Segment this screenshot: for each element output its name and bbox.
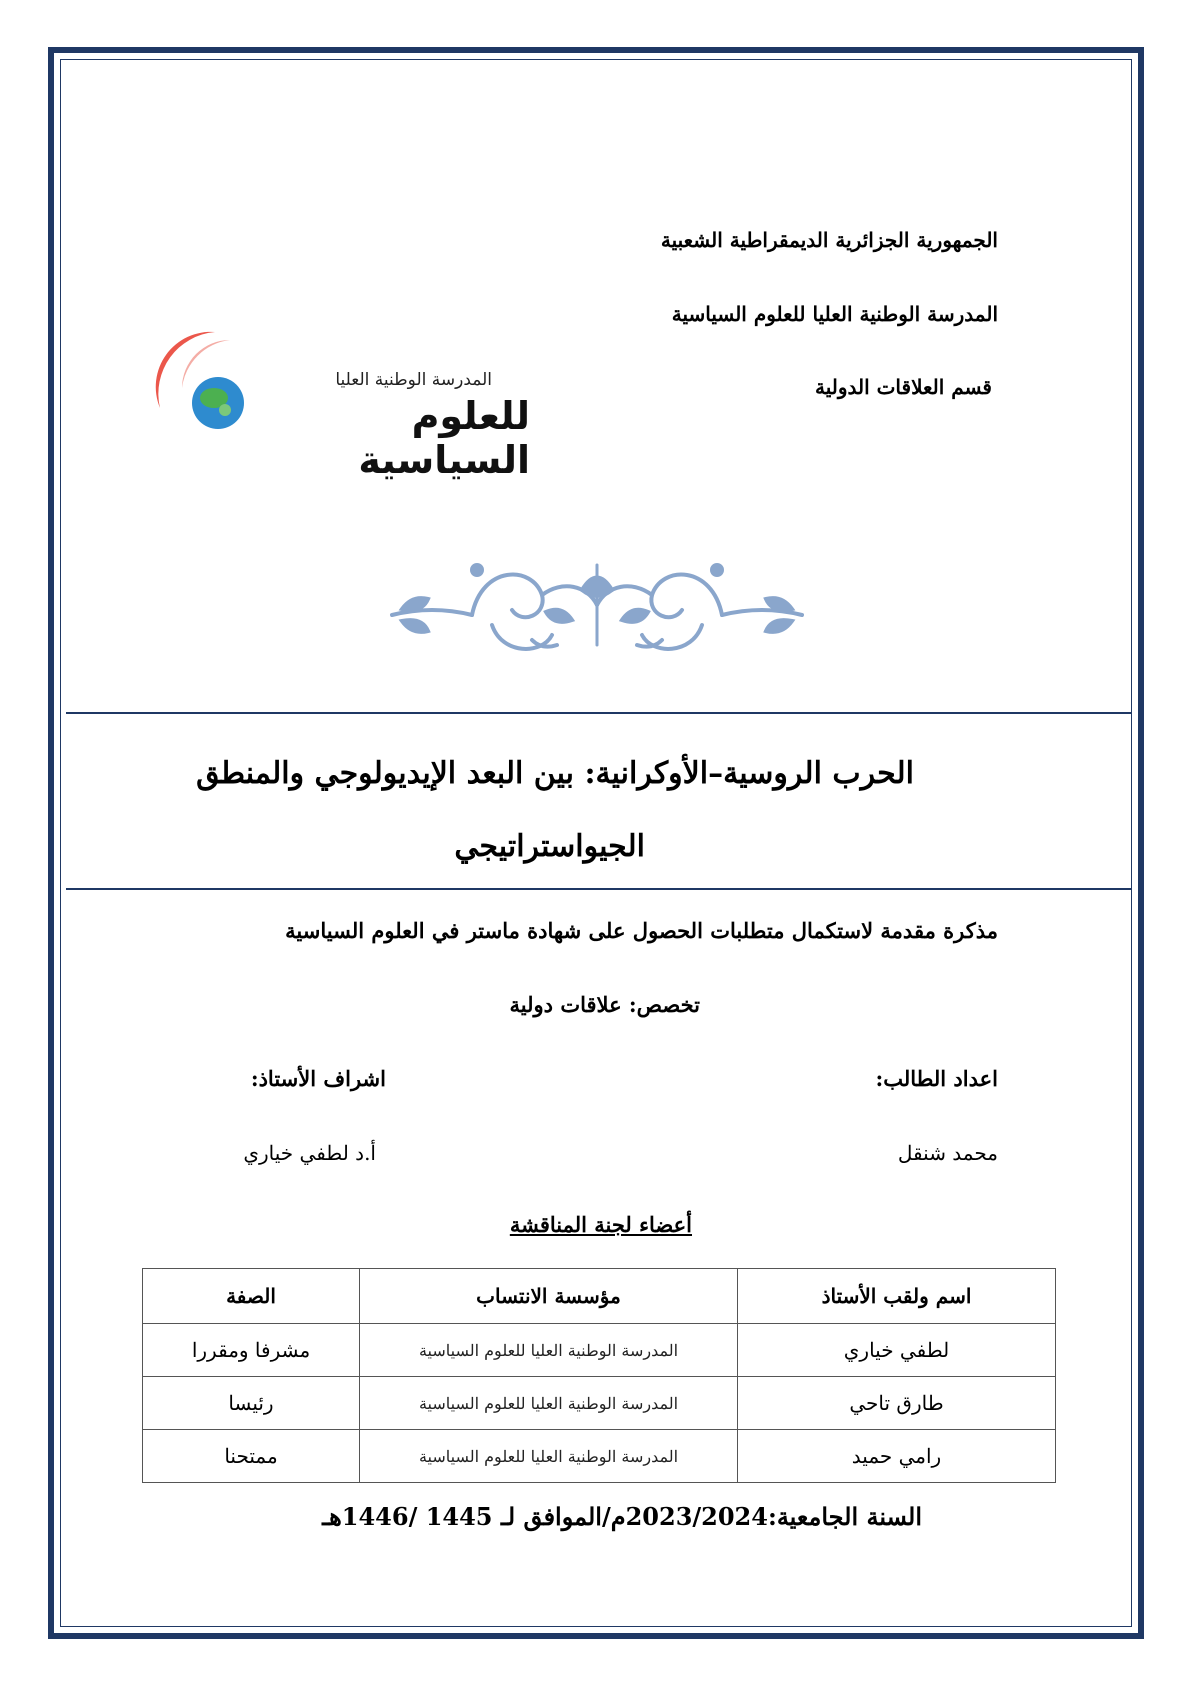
student-label: اعداد الطالب: (875, 1066, 998, 1091)
column-header-institution: مؤسسة الانتساب (360, 1269, 738, 1324)
header-department: قسم العلاقات الدولية (814, 375, 992, 399)
header-republic: الجمهورية الجزائرية الديمقراطية الشعبية (660, 228, 998, 252)
thesis-title-line2: الجيواستراتيجي (454, 829, 645, 864)
member-institution: المدرسة الوطنية العليا للعلوم السياسية (360, 1430, 738, 1483)
table-row (143, 1430, 1056, 1483)
school-logo (120, 318, 540, 482)
table-header-row (143, 1269, 1056, 1324)
member-institution: المدرسة الوطنية العليا للعلوم السياسية (360, 1324, 738, 1377)
committee-table (142, 1268, 1056, 1483)
member-role: ممتحنا (143, 1430, 360, 1483)
student-name: محمد شنقل (897, 1141, 998, 1165)
memo-description: مذكرة مقدمة لاستكمال متطلبات الحصول على شهادة ماستر في العلوم السياسية (285, 918, 998, 943)
memo-specialty: تخصص: علاقات دولية (509, 992, 700, 1017)
member-name: رامي حميد (738, 1430, 1056, 1483)
member-role: مشرفا ومقررا (143, 1324, 360, 1377)
academic-year: السنة الجامعية:2023/2024م/الموافق لـ 1445 /1446هـ (322, 1502, 922, 1531)
supervisor-label: اشراف الأستاذ: (250, 1066, 386, 1091)
member-name: طارق تاحي (738, 1377, 1056, 1430)
member-institution: المدرسة الوطنية العليا للعلوم السياسية (360, 1377, 738, 1430)
supervisor-name: أ.د لطفي خياري (243, 1141, 376, 1165)
table-row (143, 1324, 1056, 1377)
column-header-name: اسم ولقب الأستاذ (738, 1269, 1056, 1324)
logo-small-text: المدرسة الوطنية العليا (335, 370, 492, 390)
committee-heading: أعضاء لجنة المناقشة (509, 1212, 692, 1237)
decorative-ornament (372, 545, 822, 665)
thesis-title-line1: الحرب الروسية–الأوكرانية: بين البعد الإيديولوجي والمنطق (196, 756, 914, 791)
member-role: رئيسا (143, 1377, 360, 1430)
title-divider-top (66, 712, 1132, 714)
table-row (143, 1377, 1056, 1430)
header-school: المدرسة الوطنية العليا للعلوم السياسية (671, 302, 998, 326)
title-divider-bottom (66, 888, 1132, 890)
member-name: لطفي خياري (738, 1324, 1056, 1377)
logo-large-text: للعلوم السياسية (358, 394, 530, 482)
column-header-role: الصفة (143, 1269, 360, 1324)
